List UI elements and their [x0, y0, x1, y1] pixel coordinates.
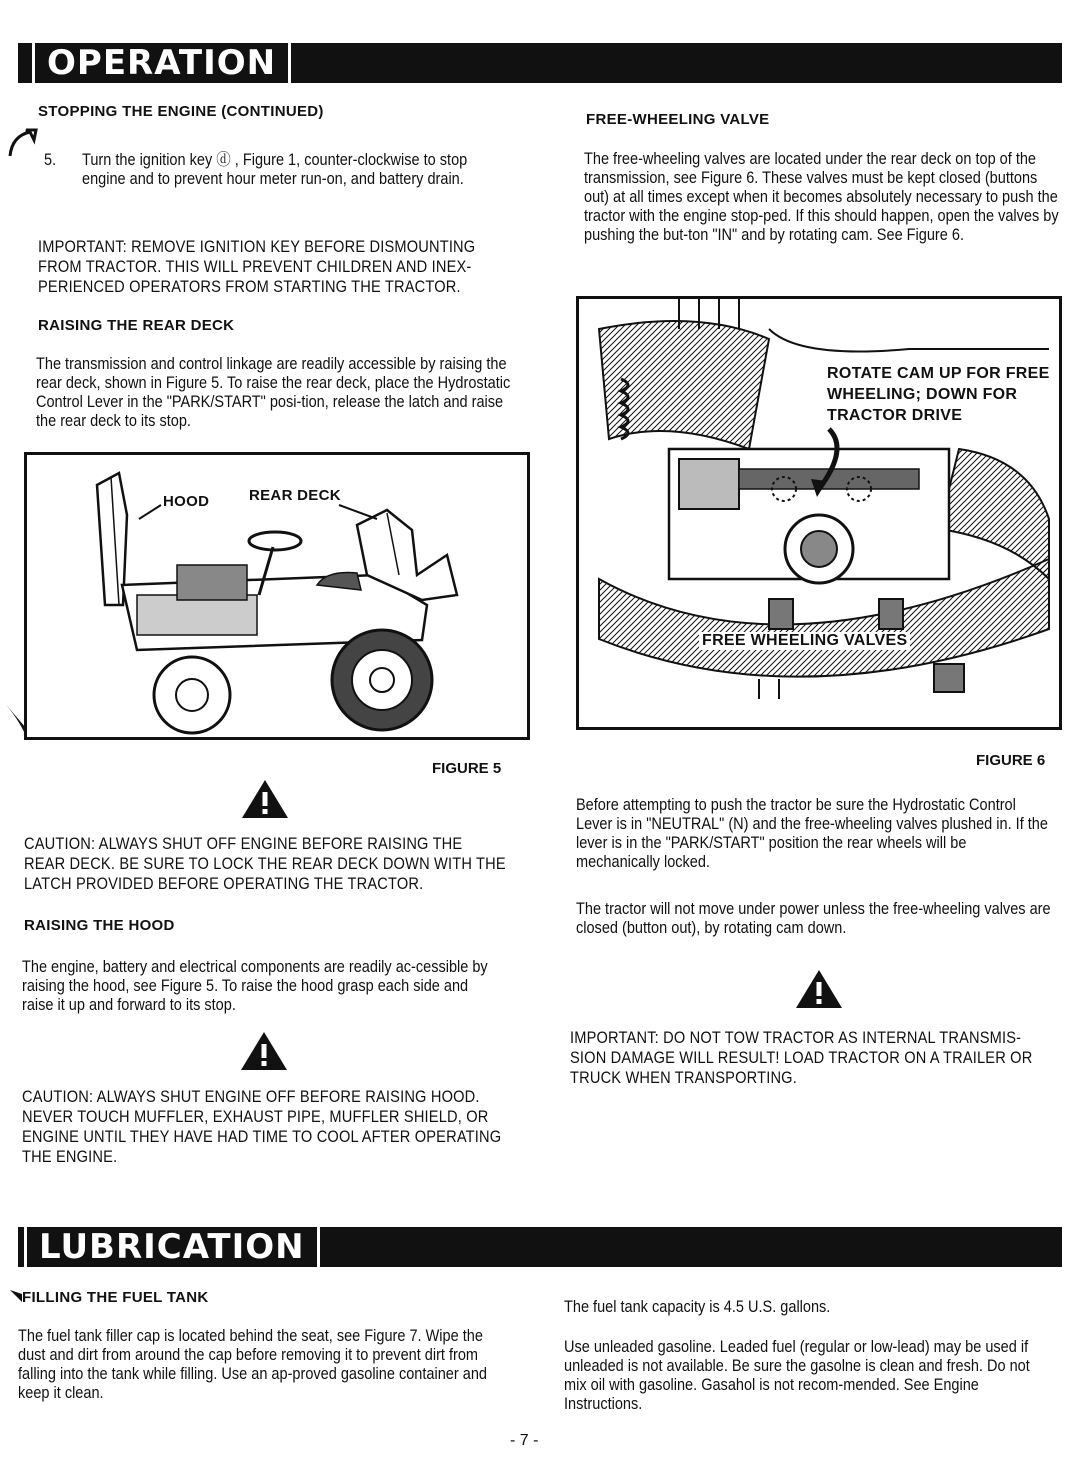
figure-6-callout: ROTATE CAM UP FOR FREE WHEELING; DOWN FOR TRACTOR DRIVE: [827, 365, 1050, 424]
stopping-engine-heading: STOPPING THE ENGINE (CONTINUED): [38, 103, 324, 120]
power-text: The tractor will not move under power unless the free-wheeling valves are closed (button out), by rotating cam down.: [576, 900, 1051, 937]
warning-triangle-icon: [794, 968, 844, 1010]
fuel-tank-text: The fuel tank filler cap is located behind the seat, see Figure 7. Wipe the dust and dirt from around the cap before removing it to prevent dirt from falling into the tank while filling. Use an ap-proved gasoline container and keep it clean.: [18, 1327, 487, 1402]
filling-fuel-tank-heading: FILLING THE FUEL TANK: [22, 1289, 209, 1306]
corner-mark-icon: [8, 128, 40, 158]
caution-hood: CAUTION: ALWAYS SHUT ENGINE OFF BEFORE RAISING HOOD. NEVER TOUCH MUFFLER, EXHAUST PIPE, MUFFLER SHIELD, OR ENGINE UNTIL THEY HAVE HAD TIME TO COOL AFTER OPERATING THE ENGINE.: [22, 1087, 502, 1166]
caution-rear-deck: CAUTION: ALWAYS SHUT OFF ENGINE BEFORE RAISING THE REAR DECK. BE SURE TO LOCK THE REAR DECK DOWN WITH THE LATCH PROVIDED BEFORE OPERATING THE TRACTOR.: [24, 834, 506, 893]
figure-6-valves-label: FREE WHEELING VALVES: [699, 632, 910, 650]
free-wheeling-valve-heading: FREE-WHEELING VALVE: [586, 111, 770, 128]
raising-hood-heading: RAISING THE HOOD: [24, 917, 175, 934]
free-wheeling-valve-text: The free-wheeling valves are located under the rear deck on top of the transmission, see Figure 6. These valves must be kept closed (buttons out) at all times except when it becomes absolutely necessary to push the tractor with the engine stop-ped. If this should happen, open the valves by pushing the but-ton "IN" and by rotating cam. See Figure 6.: [584, 150, 1059, 244]
figure-5-hood-label: HOOD: [163, 493, 210, 510]
push-tractor-text: Before attempting to push the tractor be sure the Hydrostatic Control Lever is in "NEUTRAL" (N) and the free-wheeling valves plushed in. If the lever is in the "PARK/START" position the rear wheels will be mechanically locked.: [576, 796, 1048, 871]
important-do-not-tow: IMPORTANT: DO NOT TOW TRACTOR AS INTERNAL TRANSMIS-SION DAMAGE WILL RESULT! LOAD TRACTOR ON A TRAILER OR TRUCK WHEN TRANSPORTING.: [570, 1028, 1033, 1087]
operation-title: OPERATION: [32, 43, 291, 83]
raising-rear-deck-heading: RAISING THE REAR DECK: [38, 317, 235, 334]
fuel-capacity-text: The fuel tank capacity is 4.5 U.S. gallons.: [564, 1298, 831, 1316]
page-number: - 7 -: [510, 1432, 539, 1449]
corner-mark-icon: [0, 690, 28, 740]
figure-5-box: [24, 452, 530, 740]
figure-5-caption: FIGURE 5: [432, 760, 502, 777]
hood-text: The engine, battery and electrical components are readily ac-cessible by raising the hood, see Figure 5. To raise the hood grasp each side and raise it up and forward to its stop.: [22, 958, 488, 1014]
figure-6-box: [576, 296, 1062, 730]
gasoline-text: Use unleaded gasoline. Leaded fuel (regular or low-lead) may be used if unleaded is not available. Be sure the gasolne is clean and fresh. Do not mix oil with gasoline. Gasahol is not recom-mended. See Engine Instructions.: [564, 1338, 1030, 1413]
step-5-text: Turn the ignition key ⓓ , Figure 1, counter-clockwise to stop engine and to prevent hour meter run-on, and battery drain.: [82, 151, 468, 188]
warning-triangle-icon: [239, 1030, 289, 1072]
lubrication-title: LUBRICATION: [24, 1227, 320, 1267]
rear-deck-text: The transmission and control linkage are readily accessible by raising the rear deck, shown in Figure 5. To raise the rear deck, place the Hydrostatic Control Lever in the "PARK/START" posi-tion, release the latch and raise the rear deck to its stop.: [36, 355, 511, 430]
important-remove-key: IMPORTANT: REMOVE IGNITION KEY BEFORE DISMOUNTING FROM TRACTOR. THIS WILL PREVENT CHILDREN AND INEX-PERIENCED OPERATORS FROM STARTING THE TRACTOR.: [38, 237, 476, 296]
figure-6-caption: FIGURE 6: [976, 752, 1046, 769]
step-5-number: 5.: [44, 151, 57, 169]
figure-5-rear-deck-label: REAR DECK: [249, 487, 341, 504]
warning-triangle-icon: [240, 778, 290, 820]
